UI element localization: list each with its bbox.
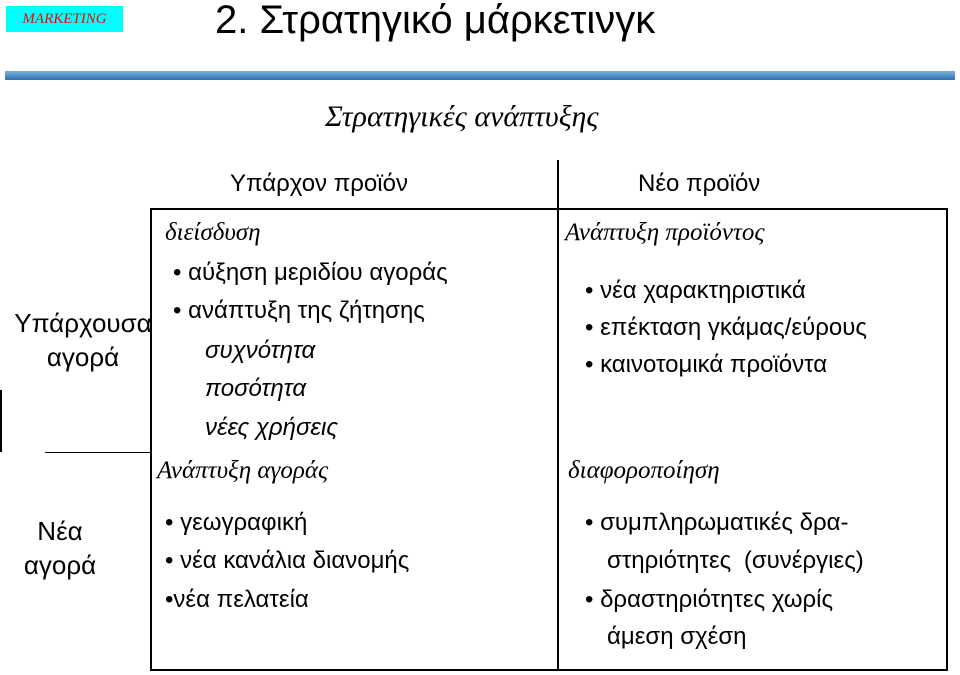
market-development-bullet: • νέα κανάλια διανομής (165, 547, 410, 574)
product-development-heading: Ανάπτυξη προϊόντος (565, 219, 765, 246)
diversification-line: άμεση σχέση (607, 623, 747, 650)
slide-subtitle: Στρατηγικές ανάπτυξης (325, 100, 599, 133)
penetration-sub-item: νέες χρήσεις (205, 414, 338, 441)
product-development-bullet: • καινοτομικά προϊόντα (585, 351, 828, 378)
diversification-heading: διαφοροποίηση (568, 457, 720, 484)
market-development-heading: Ανάπτυξη αγοράς (157, 457, 329, 484)
penetration-bullet: • ανάπτυξη της ζήτησης (173, 297, 425, 324)
row-divider (45, 452, 150, 453)
left-edge-mark (0, 390, 2, 452)
marketing-tag: MARKETING (6, 6, 123, 32)
column-header-new-product: Νέο προϊόν (638, 170, 761, 197)
product-development-bullet: • νέα χαρακτηριστικά (585, 277, 806, 304)
column-header-existing-product: Υπάρχον προϊόν (230, 170, 408, 197)
market-development-bullet: • γεωγραφική (165, 509, 308, 536)
slide-title: 2. Στρατηγικό μάρκετινγκ (215, 0, 656, 42)
diversification-line: • συμπληρωματικές δρα- (585, 509, 849, 536)
row-label-new-market: Νέα αγορά (23, 516, 97, 580)
product-development-bullet: • επέκταση γκάμας/εύρους (585, 314, 867, 341)
row-label-existing-market: Υπάρχουσα αγορά (14, 308, 152, 372)
title-divider (5, 71, 955, 80)
diversification-line: στηριότητες (συνέργιες) (607, 547, 864, 574)
matrix-vertical-divider (557, 160, 559, 671)
penetration-heading: διείσδυση (165, 219, 261, 246)
penetration-sub-item: ποσότητα (205, 375, 307, 402)
diversification-line: • δραστηριότητες χωρίς (585, 586, 834, 613)
penetration-bullet: • αύξηση μεριδίου αγοράς (173, 259, 448, 286)
penetration-sub-item: συχνότητα (205, 337, 316, 364)
market-development-bullet: •νέα πελατεία (165, 586, 309, 613)
